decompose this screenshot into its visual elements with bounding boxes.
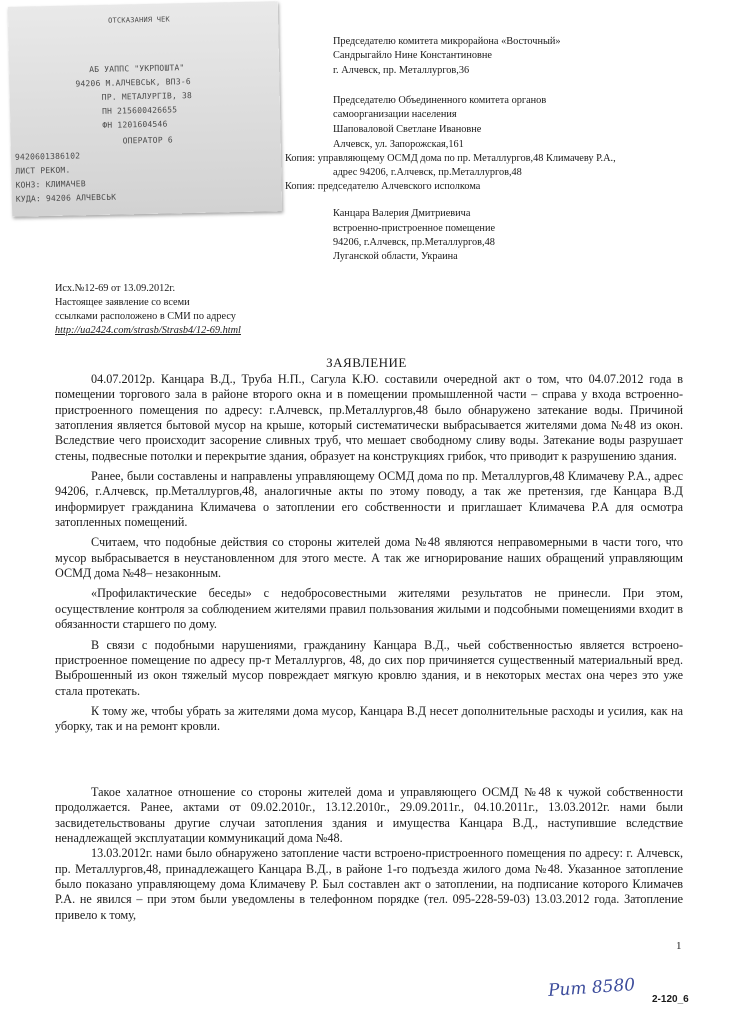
publication-note: ссылками расположено в СМИ по адресу	[55, 311, 236, 322]
sender-line: 94206, г.Алчевск, пр.Металлургов,48	[333, 237, 495, 248]
statement-body-continued	[55, 785, 683, 923]
paragraph: Ранее, были составлены и направлены управляющему ОСМД дома по пр. Металлургов,48 Климачеву Р.А., адрес 94206, г.Алчевск, пр.Металлургов,48, аналогичные акты по этому поводу, а так же претензия, где Канцара В.Д информирует гражданина Климачева о затоплении его собственности и приглашает Климачева Р.А для осмотра затопленных помещений.	[55, 469, 683, 530]
sender-line: Канцара Валерия Дмитриевича	[333, 208, 471, 219]
document-title: ЗАЯВЛЕНИЕ	[326, 355, 407, 370]
receipt-line: ФН 1201604546	[102, 119, 168, 130]
receipt-line: 94206 М.АЛЧЕВСЬК, ВПЗ-6	[75, 77, 191, 89]
publication-link[interactable]: http://ua2424.com/strasb/Strasb4/12-69.html	[55, 325, 241, 336]
receipt-line: ПР. МЕТАЛУРГІВ, 38	[101, 91, 193, 102]
handwritten-note: Рит 8580	[547, 974, 636, 1002]
recipient-line: Председателю Объединенного комитета органов	[333, 95, 547, 106]
copy-line: Копия: управляющему ОСМД дома по пр. Металлургов,48 Климачеву Р.А.,	[285, 153, 616, 164]
recipient-line: самоорганизации населения	[333, 109, 457, 120]
receipt-line: КУДА: 94206 АЛЧЕВСЬК	[15, 192, 117, 204]
sender-line: Луганской области, Украина	[333, 251, 458, 262]
recipient-line: Сандрыгайло Нине Константиновне	[333, 50, 492, 61]
copy-line: Копия: председателю Алчевского исполкома	[285, 181, 481, 192]
recipient-line: Председателю комитета микрорайона «Восточный»	[333, 36, 561, 47]
recipient-line: Алчевск, ул. Запорожская,161	[333, 139, 464, 150]
recipient-line: Шаповаловой Светлане Ивановне	[333, 124, 482, 135]
page-number: 1	[676, 940, 682, 952]
recipient-line: г. Алчевск, пр. Металлургов,36	[333, 65, 470, 76]
copy-line: адрес 94206, г.Алчевск, пр.Металлургов,48	[333, 167, 522, 178]
receipt-line: АБ УАППС "УКРПОШТА"	[89, 63, 185, 75]
statement-body	[55, 372, 683, 735]
paragraph: В связи с подобными нарушениями, гражданину Канцара В.Д., чьей собственностью является встроено-пристроенное помещение по адресу пр-т Металлургов, 48, до сих пор причиняется существенный материальный вред. Выброшенный из окон тяжелый мусор повреждает мягкую кровлю здания, и в некоторых местах она через это уже стала протекать.	[55, 637, 683, 698]
receipt-line: ОПЕРАТОР 6	[122, 135, 173, 146]
reference-number: Исх.№12-69 от 13.09.2012г.	[55, 283, 176, 294]
receipt-line: 9420601386102	[14, 151, 81, 162]
paragraph: «Профилактические беседы» с недобросовестными жителями результатов не принесли. При этом, осуществление контроля за соблюдением жителями правил пользования жилыми и подсобными помещениями входит в обязанности старшего по дому.	[55, 586, 683, 632]
paragraph: Считаем, что подобные действия со стороны жителей дома №48 являются неправомерными в части того, что мусор выбрасывается в неустановленном для этого месте. А так же игнорирование наших обращений управляющим ОСМД дома №48– незаконным.	[55, 535, 683, 581]
paragraph: 13.03.2012г. нами было обнаружено затопление части встроено-пристроенного помещения по адресу: г. Алчевск, пр. Металлургов,48, принадлежащего Канцара В.Д., в районе 1-го подъезда жилого дома №48. Указанное затопление было показано управляющему дома Климачеву Р. Был составлен акт о затоплении, на подписание которого Климачев Р.А. не явился – при этом были уведомлены в телефонном порядке (тел. 095-228-59-03) 13.03.2012 года. Затопление привело к тому,	[55, 846, 683, 922]
postal-receipt	[8, 1, 282, 217]
sender-line: встроенно-пристроенное помещение	[333, 223, 496, 234]
publication-note: Настоящее заявление со всеми	[55, 297, 190, 308]
paragraph: 04.07.2012р. Канцара В.Д., Труба Н.П., Сагула К.Ю. составили очередной акт о том, что 04.07.2012 года в помещении торгового зала в районе второго окна и в помещении промышленной части – справа у входа встроенно-пристроенного помещения по адресу: г.Алчевск, пр.Металлургов,48 было обнаружено затекание воды. Причиной затопления является бытовой мусор на крыше, который систематически выбрасывается жителями дома №48 из окон. Вследствие чего происходит засорение сливных труб, что мешает свободному сливу воды. Затекание воды разрушает стены, подвесные потолки и перекрытие здания, образует на конструкциях грибок, что приводит к разрушению здания.	[55, 372, 683, 463]
receipt-line: ПН 215600426655	[101, 105, 178, 116]
document-code: 2-120_6	[652, 994, 689, 1005]
paragraph: К тому же, чтобы убрать за жителями дома мусор, Канцара В.Д несет дополнительные расходы и усилия, как на уборку, так и на ремонт кровли.	[55, 703, 683, 734]
receipt-line: КОНЗ: КЛИМАЧЕВ	[15, 179, 86, 190]
paragraph: Такое халатное отношение со стороны жителей дома и управляющего ОСМД №48 к чужой собственности продолжается. Ранее, актами от 09.02.2010г., 13.12.2010г., 29.09.2011г., 04.10.2011г., 13.03.2012г. нами были засвидетельствованы другие случаи затопления здания и имущества Канцара В.Д., наступившие вследствие ненадлежащей эксплуатации коммуникаций дома №48.	[55, 785, 683, 846]
receipt-line: ЛИСТ РЕКОМ.	[15, 165, 71, 176]
receipt-line: ОТСКАЗАНИЯ ЧЕК	[108, 15, 171, 25]
publication-link-wrap	[55, 324, 241, 338]
